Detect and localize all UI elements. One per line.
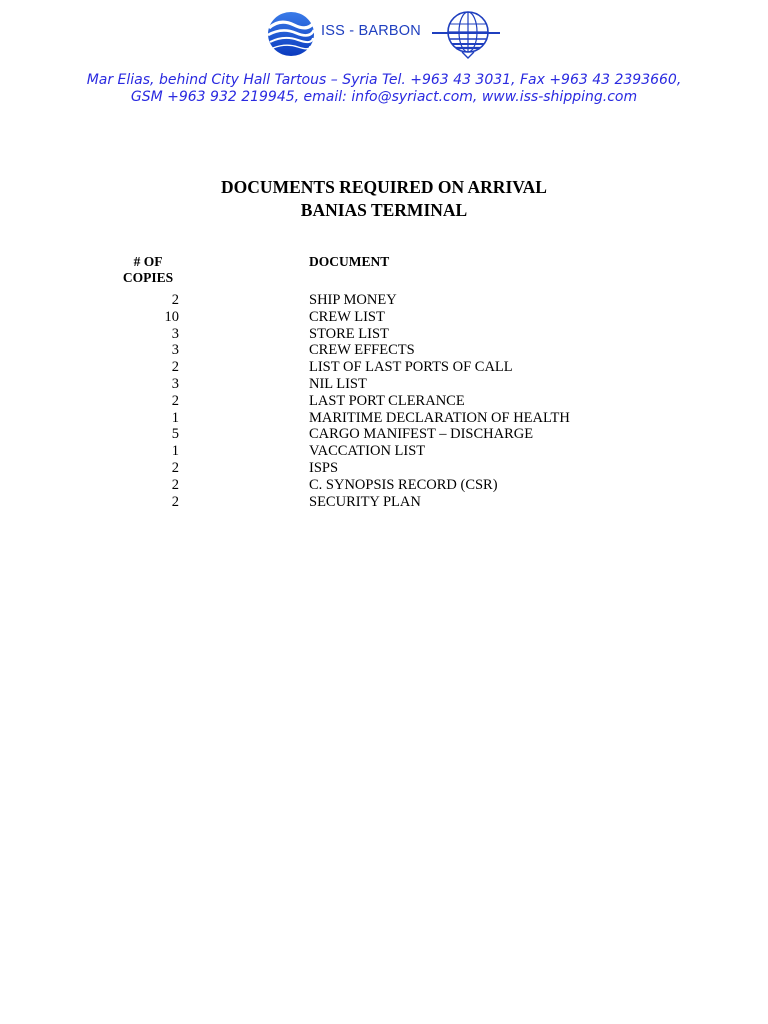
document-cell: LAST PORT CLERANCE <box>309 392 465 409</box>
document-cell: CREW LIST <box>309 308 385 325</box>
copies-cell: 2 <box>171 292 179 308</box>
table-row <box>0 376 768 393</box>
document-cell: ISPS <box>309 459 339 476</box>
table-row <box>0 342 768 359</box>
document-cell: MARITIME DECLARATION OF HEALTH <box>309 409 570 426</box>
table-body <box>0 292 768 510</box>
table-row <box>0 309 768 326</box>
document-cell: NIL LIST <box>309 375 367 392</box>
table-row <box>0 410 768 427</box>
copies-cell: 5 <box>171 426 179 443</box>
document-cell: SECURITY PLAN <box>309 493 421 510</box>
column-header-document: DOCUMENT <box>309 254 390 269</box>
document-cell: STORE LIST <box>309 325 389 342</box>
company-logo <box>266 8 506 62</box>
wave-sphere-icon <box>268 12 314 56</box>
table-row <box>0 426 768 443</box>
copies-cell: 3 <box>171 342 179 359</box>
copies-cell: 2 <box>171 459 179 476</box>
copies-cell: 1 <box>171 443 179 460</box>
table-row <box>0 477 768 494</box>
table-row <box>0 393 768 410</box>
document-cell: C. SYNOPSIS RECORD (CSR) <box>309 476 498 493</box>
document-cell: CREW EFFECTS <box>309 342 415 359</box>
copies-cell: 2 <box>171 493 179 510</box>
title-line-2: BANIAS TERMINAL <box>300 200 468 220</box>
document-title <box>84 176 684 222</box>
copies-cell: 10 <box>164 308 179 325</box>
table-row <box>0 326 768 343</box>
column-header-copies-line-1: # OF <box>133 254 163 269</box>
company-address: Mar Elias, behind City Hall Tartous – Syria Tel. +963 43 3031, Fax +963 43 2393660, GSM +963 932 219945, email: info@syriact.com, www.iss-shipping.com <box>86 72 682 105</box>
document-cell: VACCATION LIST <box>309 443 426 460</box>
document-cell: CARGO MANIFEST – DISCHARGE <box>309 426 534 443</box>
column-header-copies-line-2: COPIES <box>122 270 174 285</box>
copies-cell: 1 <box>171 409 179 426</box>
title-line-1: DOCUMENTS REQUIRED ON ARRIVAL <box>221 177 547 197</box>
brand-name: ISS - BARBON <box>321 23 421 39</box>
table-row <box>0 460 768 477</box>
copies-cell: 2 <box>171 359 179 376</box>
globe-icon <box>444 12 500 58</box>
document-cell: LIST OF LAST PORTS OF CALL <box>309 359 513 376</box>
copies-cell: 2 <box>171 476 179 493</box>
column-header-copies <box>114 254 182 286</box>
document-cell: SHIP MONEY <box>309 292 397 308</box>
copies-cell: 3 <box>171 325 179 342</box>
table-row <box>0 292 768 309</box>
copies-cell: 2 <box>171 392 179 409</box>
table-row <box>0 359 768 376</box>
table-row <box>0 443 768 460</box>
copies-cell: 3 <box>171 375 179 392</box>
table-row <box>0 494 768 511</box>
